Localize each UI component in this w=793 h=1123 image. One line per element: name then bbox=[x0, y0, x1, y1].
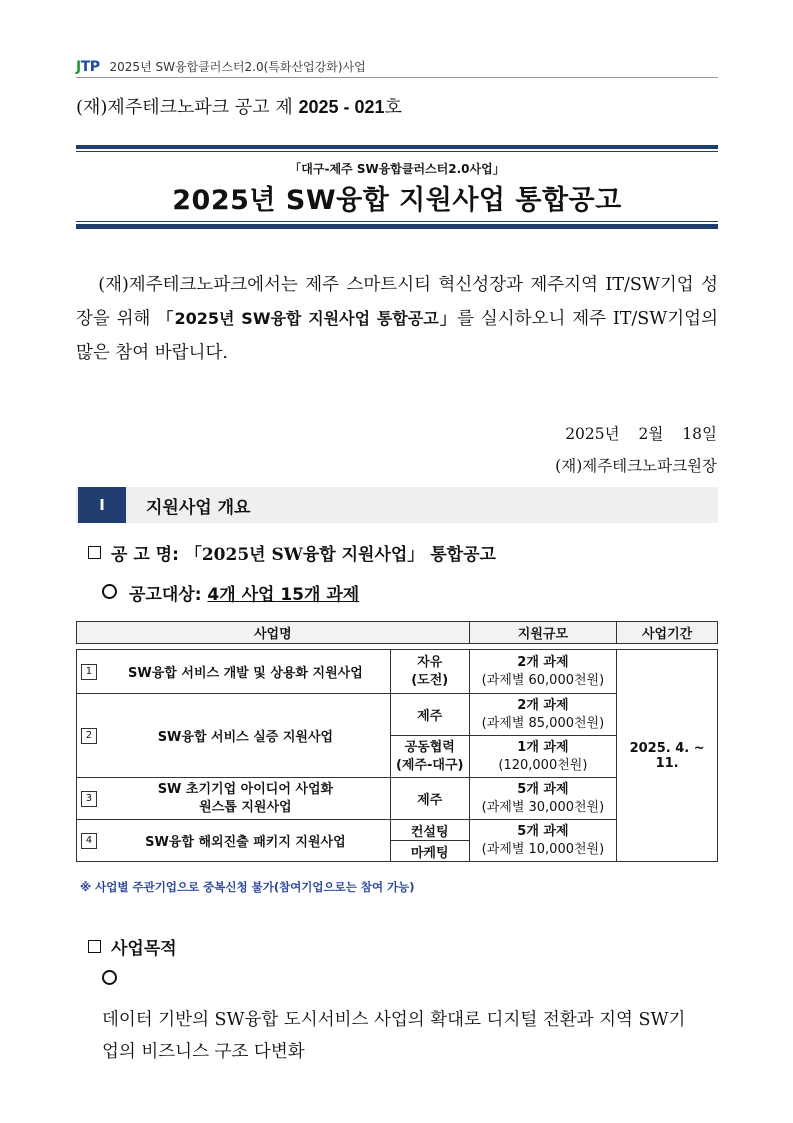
row-number: 2 bbox=[81, 728, 97, 744]
notice-number: (재)제주테크노파크 공고 제 2025 - 021호 bbox=[76, 97, 402, 118]
program-table bbox=[76, 621, 718, 862]
target-line: 공고대상: 4개 사업 15개 과제 bbox=[102, 580, 359, 605]
announcement-line: 공 고 명: 「2025년 SW융합 지원사업」 통합공고 bbox=[88, 540, 496, 565]
row-number: 1 bbox=[81, 664, 97, 680]
program-name: SW 초기기업 아이디어 사업화 원스톱 지원사업 bbox=[101, 778, 390, 820]
region: 컨설팅 bbox=[390, 820, 469, 841]
purpose-item bbox=[102, 970, 718, 1068]
circle-bullet-icon bbox=[102, 584, 117, 599]
scale-cell: 5개 과제 (과제별 10,000천원) bbox=[469, 820, 617, 862]
square-bullet-icon bbox=[88, 940, 101, 953]
intro-paragraph: (재)제주테크노파크에서는 제주 스마트시티 혁신성장과 제주지역 IT/SW기업 성장을 위해 「2025년 SW융합 지원사업 통합공고」를 실시하오니 제주 IT/SW기업의 많은 참여 바랍니다. bbox=[76, 275, 718, 363]
title-rule-bottom bbox=[76, 224, 718, 229]
header-divider bbox=[76, 77, 718, 78]
program-name: SW융합 서비스 실증 지원사업 bbox=[101, 694, 390, 778]
purpose-text: 데이터 기반의 SW융합 도시서비스 사업의 확대로 디지털 전환과 지역 SW기업의 비즈니스 구조 다변화 bbox=[102, 1010, 686, 1062]
region: 공동협력 (제주-대구) bbox=[390, 736, 469, 778]
scale-cell: 1개 과제 (120,000천원) bbox=[469, 736, 617, 778]
title-rule-top bbox=[76, 145, 718, 149]
title-rule-top-thin bbox=[76, 151, 718, 152]
table-header-row bbox=[77, 622, 718, 644]
program-name: 2025년 SW융합클러스터2.0(특화산업강화)사업 bbox=[109, 60, 366, 74]
signer: (재)제주테크노파크원장 bbox=[555, 457, 717, 475]
row-number: 3 bbox=[81, 791, 97, 807]
section-heading bbox=[76, 487, 718, 523]
row-number: 4 bbox=[81, 833, 97, 849]
title-subtitle: 「대구-제주 SW융합클러스터2.0사업」 bbox=[289, 162, 505, 176]
square-bullet-icon bbox=[88, 546, 101, 559]
program-name: SW융합 해외진출 패키지 지원사업 bbox=[101, 820, 390, 862]
region: 마케팅 bbox=[390, 841, 469, 862]
header-period: 사업기간 bbox=[617, 622, 718, 644]
header-program: 사업명 bbox=[77, 622, 470, 644]
section-number: I bbox=[78, 487, 126, 523]
jtp-logo: JTP bbox=[76, 58, 100, 75]
table-row bbox=[77, 650, 718, 694]
target-value: 4개 사업 15개 과제 bbox=[207, 585, 360, 605]
intro-emphasis: 「2025년 SW융합 지원사업 통합공고」 bbox=[157, 309, 458, 328]
region: 제주 bbox=[390, 778, 469, 820]
scale-cell: 5개 과제 (과제별 30,000천원) bbox=[469, 778, 617, 820]
section-title: 지원사업 개요 bbox=[146, 497, 251, 518]
program-name: SW융합 서비스 개발 및 상용화 지원사업 bbox=[101, 650, 390, 694]
purpose-heading: 사업목적 bbox=[88, 934, 177, 959]
header-scale: 지원규모 bbox=[469, 622, 617, 644]
period-cell: 2025. 4. ~ 11. bbox=[617, 650, 718, 862]
region: 제주 bbox=[390, 694, 469, 736]
circle-bullet-icon bbox=[102, 970, 117, 985]
region: 자유 (도전) bbox=[390, 650, 469, 694]
page-title: 2025년 SW융합 지원사업 통합공고 bbox=[172, 185, 622, 216]
program-table-wrap bbox=[76, 621, 718, 862]
notice-date: 2025년 2월 18일 bbox=[565, 425, 717, 443]
scale-cell: 2개 과제 (과제별 85,000천원) bbox=[469, 694, 617, 736]
title-rule-bottom-thin bbox=[76, 221, 718, 222]
scale-cell: 2개 과제 (과제별 60,000천원) bbox=[469, 650, 617, 694]
table-note: ※ 사업별 주관기업으로 중복신청 불가(참여기업으로는 참여 가능) bbox=[80, 880, 415, 894]
notice-number-value: 2025 - 021 bbox=[298, 97, 385, 117]
page-header bbox=[76, 58, 366, 75]
